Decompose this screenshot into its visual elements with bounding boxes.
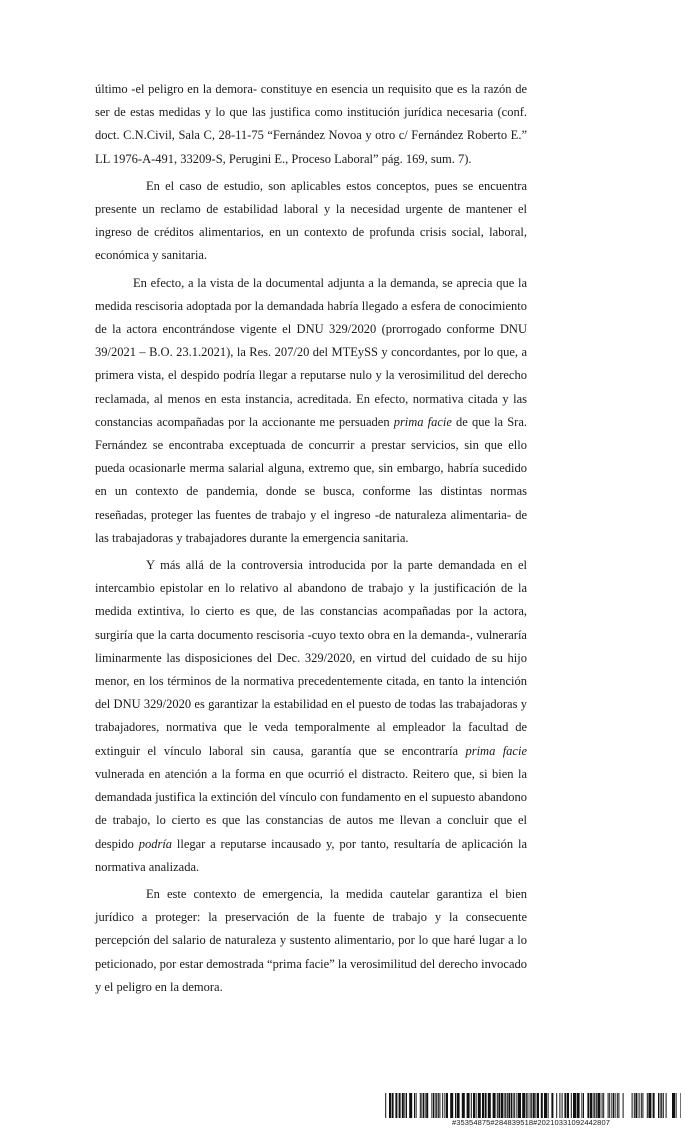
barcode-bar [642,1093,643,1118]
barcode-bar [530,1093,531,1118]
barcode-bar [623,1093,624,1118]
barcode-bar [471,1093,472,1118]
paragraph-text: vulnerada en atención a la forma en que ocurrió el distracto. Reitero que, si bien la demandada justifica la extinción del vínculo con fundamento en el supuesto abandono de trabajo, lo cierto es que las constancias de autos me llevan a concluir que el despido [95,766,527,851]
barcode-bar [603,1093,604,1118]
barcode-bar [635,1093,637,1118]
italic-term: prima facie [465,743,527,758]
barcode-bar [660,1093,661,1118]
barcode-bar [508,1093,510,1118]
barcode-bar [426,1093,428,1118]
barcode-bar [493,1093,496,1118]
barcode-bar [556,1093,557,1118]
barcode-bar [602,1093,603,1118]
barcode-bar [421,1093,422,1118]
barcode-bar [617,1093,618,1118]
barcode-bar [457,1093,460,1118]
barcode-bar [537,1093,539,1118]
barcode-bar [507,1093,508,1118]
barcode-bar [583,1093,584,1118]
barcode-bar [504,1093,505,1118]
barcode-bar [392,1093,394,1118]
document-body [95,78,527,1003]
barcode-bar [482,1093,484,1118]
barcode-bar [431,1093,432,1118]
barcode-bar [416,1093,417,1118]
barcode-bar [647,1093,648,1118]
barcode-bar [548,1093,549,1118]
barcode-bar [414,1093,415,1118]
paragraph-3 [95,272,527,550]
barcode-bar [450,1093,453,1118]
barcode-bar [399,1093,401,1118]
barcode-bar [505,1093,506,1118]
paragraph-text: En el caso de estudio, son aplicables estos conceptos, pues se encuentra presente un reclamo de estabilidad laboral y la necesidad urgente de mantener el ingreso de créditos alimentarios, en un contexto de profunda crisis social, laboral, económica y sanitaria. [95,178,527,263]
barcode-bar [476,1093,477,1118]
italic-term: prima facie [393,414,452,429]
paragraph-text: de que la Sra. Fernández se encontraba exceptuada de concurrir a prestar servicios, sin que ello pueda ocasionarle merma salarial alguna, extremo que, sin embargo, habría sucedido en un contexto de pandemia, donde se busca, conforme las distintas normas reseñadas, proteger las fuentes de trabajo y el ingreso -de naturaleza alimentaria- de las trabajadoras y trabajadores durante la emergencia sanitaria. [95,414,527,545]
barcode-bar [608,1093,609,1118]
barcode-bar [609,1093,610,1118]
barcode-bar [406,1093,407,1118]
barcode-bar [672,1093,675,1118]
italic-term: podría [138,836,173,851]
barcode-bar [634,1093,635,1118]
barcode-bar [395,1093,397,1118]
barcode-bar [389,1093,391,1118]
barcode-bar [567,1093,569,1118]
barcode-bar [402,1093,404,1118]
barcode-bar [571,1093,572,1118]
barcode-bar [648,1093,651,1118]
barcode-bar [661,1093,662,1118]
barcode-bar [639,1093,640,1118]
barcode-bar [488,1093,491,1118]
barcode-bar [594,1093,595,1118]
barcode-bar [433,1093,434,1118]
barcode-bar [541,1093,543,1118]
barcode-bar [522,1093,525,1118]
barcode-bar [501,1093,503,1118]
barcode-bar [531,1093,532,1118]
barcode-bar [597,1093,600,1118]
paragraph-5 [95,883,527,999]
paragraph-4 [95,554,527,879]
barcode-bar [516,1093,517,1118]
barcode-bar [581,1093,582,1118]
barcode-bar [680,1093,681,1118]
barcode-bar [425,1093,426,1118]
barcode-bar [485,1093,487,1118]
barcode-bar [593,1093,594,1118]
barcode-bar [409,1093,412,1118]
barcode-bar [587,1093,589,1118]
barcode-bar [462,1093,465,1118]
barcode-bar [455,1093,456,1118]
barcode-bar [613,1093,614,1118]
barcode-bar [658,1093,659,1118]
barcode-bar [535,1093,536,1118]
barcode-bar [435,1093,436,1118]
barcode-bar [511,1093,512,1118]
barcode-bar [663,1093,664,1118]
barcode-bar [562,1093,563,1118]
barcode-bar [526,1093,527,1118]
barcode-bar [513,1093,514,1118]
barcode-bar [478,1093,481,1118]
barcode-bar [438,1093,439,1118]
barcode-bar [676,1093,677,1118]
paragraph-text: En este contexto de emergencia, la medida cautelar garantiza el bien jurídico a proteger: la preservación de la fuente de trabajo y la consecuente percepción del salario de naturaleza y sustento alimentario, por lo que haré lugar a lo peticionado, por estar demostrada “prima facie” la verosimilitud del derecho invocado y el peligro en la demora. [95,886,527,994]
paragraph-text: último -el peligro en la demora- constituye en esencia un requisito que es la razón de ser de estas medidas y lo que las justifica como institución jurídica necesaria (conf. doct. C.N.Civil, Sala C, 28-11-75 “Fernández Novoa y otro c/ Fernández Roberto E.” LL 1976-A-491, 33209-S, Perugini E., Proceso Laboral” pág. 169, sum. 7). [95,82,527,166]
barcode-bar [420,1093,421,1118]
barcode-bar [518,1093,521,1118]
barcode-bar [641,1093,642,1118]
barcode-number: #35354875#284839518#20210331092442807 [451,1118,611,1127]
barcode-bar [590,1093,592,1118]
barcode-bar [497,1093,498,1118]
barcode-bar [446,1093,448,1118]
barcode-bar [436,1093,437,1118]
barcode-bar [439,1093,440,1118]
barcode-bar [666,1093,667,1118]
barcode-bar [653,1093,655,1118]
barcode-bar [444,1093,445,1118]
barcode-bar [473,1093,475,1118]
barcode-bar [573,1093,576,1118]
barcode-bar [559,1093,560,1118]
barcode-bar [577,1093,580,1118]
barcode-bar [596,1093,597,1118]
barcode-image [381,1093,681,1118]
barcode-block [381,1093,681,1128]
paragraph-text: llegar a reputarse incausado y, por tanto, resultaría de aplicación la normativa analizada. [95,836,527,874]
barcode-bar [564,1093,566,1118]
barcode-bar [618,1093,619,1118]
barcode-bar [544,1093,547,1118]
barcode-bar [632,1093,633,1118]
barcode-bar [615,1093,616,1118]
paragraph-2 [95,175,527,268]
barcode-bar [551,1093,553,1118]
paragraph-text: Y más allá de la controversia introducida por la parte demandada en el intercambio epistolar en lo relativo al abandono de trabajo y la justificación de la medida extintiva, lo cierto es que, de las constancias acompañadas por la actora, surgiría que la carta documento rescisoria -cuyo texto obra en la demanda-, vulneraría liminarmente las disposiciones del Dec. 329/2020, en virtud del cuidado de su hijo menor, en los términos de la normativa precedentemente citada, en tanto la intención del DNU 329/2020 es garantizar la estabilidad en el puesto de todas las trabajadoras y trabajadores, normativa que le veda temporalmente al empleador la facultad de extinguir el vínculo laboral sin causa, garantía que se encontraría [95,558,527,758]
paragraph-1 [95,78,527,171]
paragraph-text: En efecto, a la vista de la documental adjunta a la demanda, se aprecia que la medida rescisoria adoptada por la demandada habría llegado a esfera de conocimiento de la actora encontrándose vigente el DNU 329/2020 (prorrogado conforme DNU 39/2021 – B.O. 23.1.2021), la Res. 207/20 del MTEySS y concordantes, por lo que, a primera vista, el despido podría llegar a reputarse nulo y la verosimilitud del derecho reclamada, al menos en esta instancia, acreditada. En efecto, normativa citada y las constancias acompañadas por la accionante me persuaden [95,275,527,429]
barcode-bar [514,1093,515,1118]
barcode-bar [527,1093,528,1118]
barcode-bar [442,1093,443,1118]
barcode-bar [498,1093,500,1118]
barcode-bar [404,1093,405,1118]
barcode-bar [423,1093,424,1118]
barcode-bar [611,1093,612,1118]
barcode-bar [467,1093,470,1118]
barcode-bar [533,1093,535,1118]
barcode-bar [385,1093,386,1118]
